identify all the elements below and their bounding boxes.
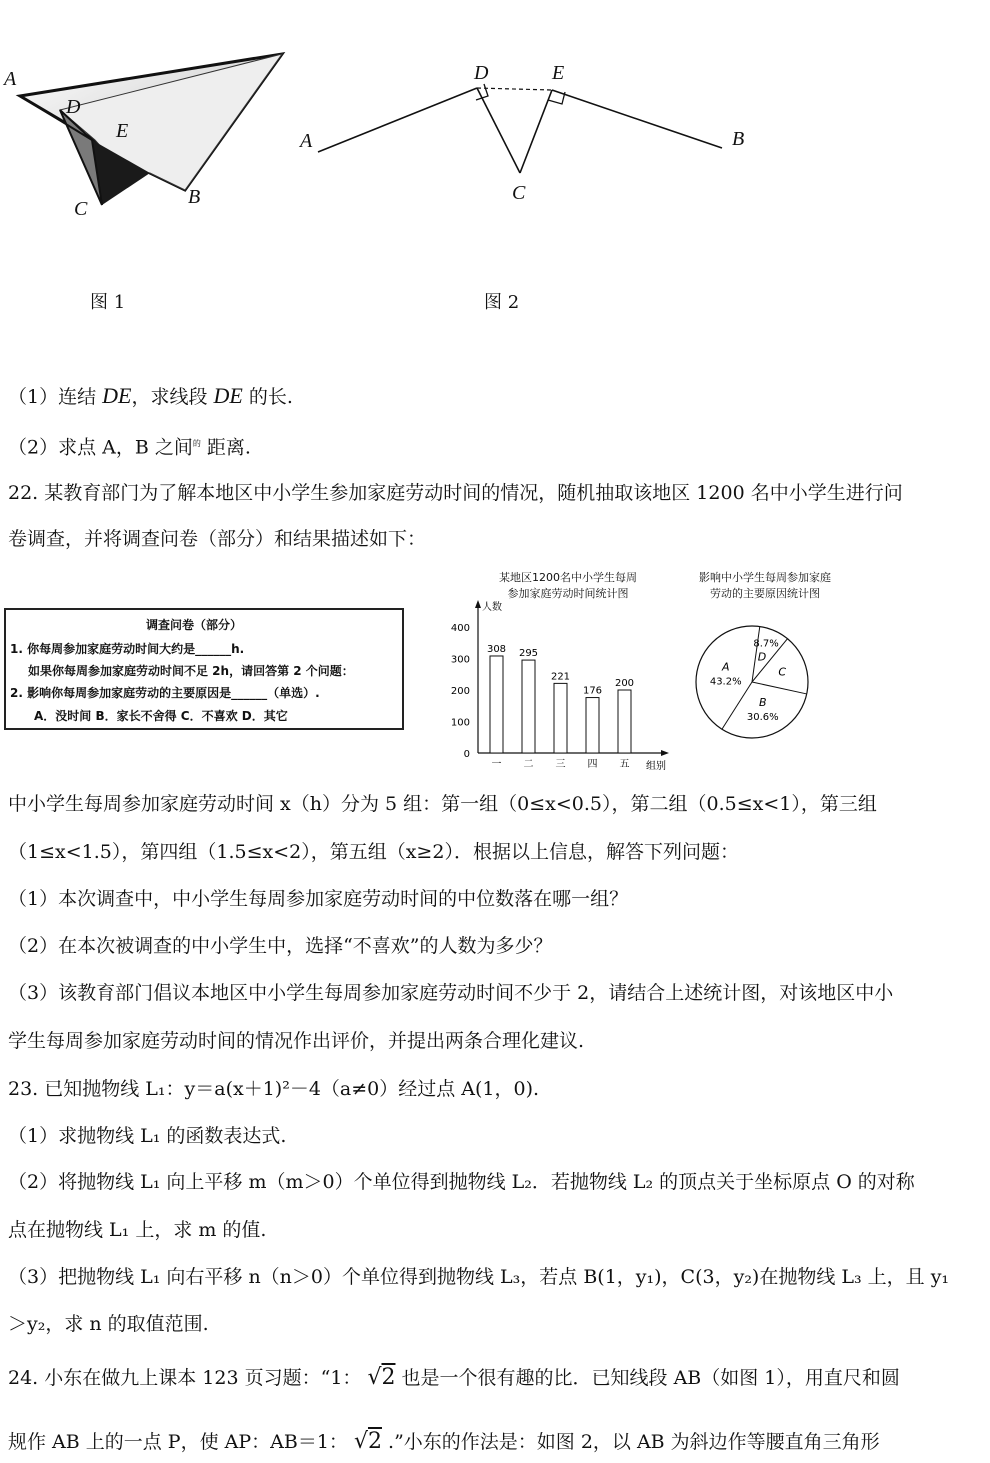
q23-line-5: （3）把抛物线 L₁ 向右平移 n（n＞0）个单位得到抛物线 L₃，若点 B(1，y₁)，C(3，y₂)在抛物线 L₃ 上，且 y₁	[8, 1266, 950, 1288]
bar-y-tick-label: 400	[450, 623, 470, 634]
q23-line-1: 23. 已知抛物线 L₁：y＝a(x＋1)²－4（a≠0）经过点 A(1，0).	[8, 1078, 540, 1100]
pie-chart	[692, 622, 812, 742]
q24-line-1-a: 24. 小东在做九上课本 123 页习题：“1：	[8, 1367, 362, 1389]
q21-part2-text: （2）求点 A，B 之间	[8, 436, 193, 459]
q24-line-1-b: 也是一个很有趣的比．已知线段 AB（如图 1），用直尺和圆	[401, 1367, 900, 1389]
q23-line-6: ＞y₂，求 n 的取值范围.	[8, 1313, 209, 1335]
bar-y-tick-label: 0	[463, 749, 470, 760]
q21-part1-de-2: DE	[213, 383, 243, 408]
survey-line-1: 1. 你每周参加家庭劳动时间大约是______h.	[10, 642, 245, 656]
q21-part1	[8, 384, 293, 409]
q21-part2-mark: 的	[192, 439, 201, 448]
q22-sub-2: （2）在本次被调查的中小学生中，选择“不喜欢”的人数为多少？	[8, 935, 553, 957]
pie-slice-percent-b: 30.6%	[746, 711, 779, 723]
bar-chart	[440, 598, 680, 773]
bar-chart-title-2: 参加家庭劳动时间统计图	[507, 587, 629, 600]
pie-slice-label-d: D	[757, 650, 767, 664]
pie-slice-label-a: A	[721, 660, 730, 674]
bar-x-axis-arrow	[661, 750, 669, 756]
q23-line-3: （2）将抛物线 L₁ 向上平移 m（m＞0）个单位得到抛物线 L₂．若抛物线 L₂ 的顶点关于坐标原点 O 的对称	[8, 1171, 915, 1193]
bar-y-tick-label: 100	[450, 717, 470, 729]
q23-line-2: （1）求抛物线 L₁ 的函数表达式.	[8, 1125, 287, 1147]
figure2-geometry	[300, 60, 740, 190]
q21-part1-post: 的长.	[242, 386, 293, 408]
bar-x-axis-label: 组别	[646, 761, 666, 772]
pie-slice-percent-a: 43.2%	[709, 676, 742, 688]
figure1-caption: 图 1	[90, 292, 126, 313]
sqrt-symbol: √2	[367, 1365, 396, 1390]
bar-value-label: 308	[486, 643, 507, 655]
fig2-label-e: E	[552, 62, 565, 84]
q21-part1-pre: （1）连结	[8, 386, 103, 408]
bar	[618, 690, 631, 753]
bar-category-label: 三	[555, 759, 566, 770]
q22-desc-2: （1≤x<1.5），第四组（1.5≤x<2），第五组（x≥2）．根据以上信息，解答下列问题：	[8, 841, 739, 863]
q21-part2-end: 距离.	[200, 436, 251, 459]
q22-desc-1: 中小学生每周参加家庭劳动时间 x（h）分为 5 组：第一组（0≤x<0.5），第二组（0.5≤x<1），第三组	[8, 793, 877, 815]
fig1-label-b: B	[188, 186, 201, 208]
fig1-label-c: C	[74, 198, 88, 220]
q21-part1-de: DE	[102, 383, 132, 408]
bar-category-label: 一	[491, 759, 502, 770]
q24-line-2-b: .”小东的作法是：如图 2，以 AB 为斜边作等腰直角三角形	[388, 1431, 880, 1453]
bar-chart-title-1: 某地区1200名中小学生每周	[499, 571, 637, 584]
q21-part1-mid: ，求线段	[131, 386, 214, 408]
figure2-caption: 图 2	[484, 292, 520, 313]
bar-category-label: 二	[523, 759, 534, 770]
bar-value-label: 221	[550, 671, 571, 683]
sqrt-radicand-2: 2	[367, 1429, 382, 1454]
pie-chart-title-1: 影响中小学生每周参加家庭	[699, 571, 831, 584]
survey-line-2: 如果你每周参加家庭劳动时间不足 2h，请回答第 2 个问题：	[28, 664, 354, 678]
survey-title: 调查问卷（部分）	[146, 618, 243, 632]
fig2-label-c: C	[512, 182, 526, 204]
bar	[554, 683, 567, 753]
q21-part2	[8, 432, 251, 459]
pie-chart-title-2: 劳动的主要原因统计图	[710, 587, 820, 600]
survey-line-4: A．没时间 B．家长不舍得 C．不喜欢 D．其它	[34, 709, 288, 723]
fig2-label-d: D	[474, 62, 489, 84]
sqrt-radicand: 2	[381, 1365, 396, 1390]
q23-line-4: 点在抛物线 L₁ 上，求 m 的值.	[8, 1219, 267, 1241]
fig2-label-a: A	[300, 130, 313, 152]
bar-category-label: 四	[587, 759, 598, 770]
fig1-label-e: E	[116, 120, 129, 142]
q22-sub-3-line-1: （3）该教育部门倡议本地区中小学生每周参加家庭劳动时间不少于 2，请结合上述统计图，对该地区中小	[8, 982, 894, 1004]
q24-line-1	[8, 1366, 900, 1390]
bar-y-axis-label: 人数	[482, 602, 502, 613]
bar	[586, 698, 599, 753]
bar-category-label: 五	[619, 759, 630, 770]
q22-sub-1: （1）本次调查中，中小学生每周参加家庭劳动时间的中位数落在哪一组？	[8, 888, 629, 910]
sqrt-symbol-2: √2	[353, 1429, 382, 1454]
survey-box	[4, 608, 404, 730]
bar	[490, 656, 503, 753]
bar-y-axis-arrow	[475, 600, 481, 608]
bar	[522, 660, 535, 753]
q24-line-2	[8, 1430, 880, 1454]
fig1-label-a: A	[4, 68, 17, 90]
fig1-label-d: D	[66, 96, 81, 118]
figure1-paper-airplane	[0, 40, 300, 230]
bar-y-tick-label: 200	[450, 686, 470, 697]
bar-y-tick-label: 300	[450, 654, 470, 666]
pie-slice-label-c: C	[778, 665, 787, 679]
q22-sub-3-line-2: 学生每周参加家庭劳动时间的情况作出评价，并提出两条合理化建议.	[8, 1030, 585, 1052]
survey-line-3: 2. 影响你每周参加家庭劳动的主要原因是______（单选）.	[10, 686, 320, 700]
fig2-label-b: B	[732, 128, 745, 150]
q22-intro-1: 22. 某教育部门为了解本地区中小学生参加家庭劳动时间的情况，随机抽取该地区 1200 名中小学生进行问	[8, 482, 903, 504]
pie-slice-percent-d: 8.7%	[753, 638, 779, 650]
bar-value-label: 295	[518, 648, 539, 660]
q22-intro-2: 卷调查，并将调查问卷（部分）和结果描述如下：	[8, 528, 427, 550]
q24-line-2-a: 规作 AB 上的一点 P，使 AP：AB＝1：	[8, 1431, 348, 1453]
bar-value-label: 200	[614, 678, 635, 689]
pie-slice-label-b: B	[758, 695, 767, 709]
bar-value-label: 176	[582, 685, 603, 697]
